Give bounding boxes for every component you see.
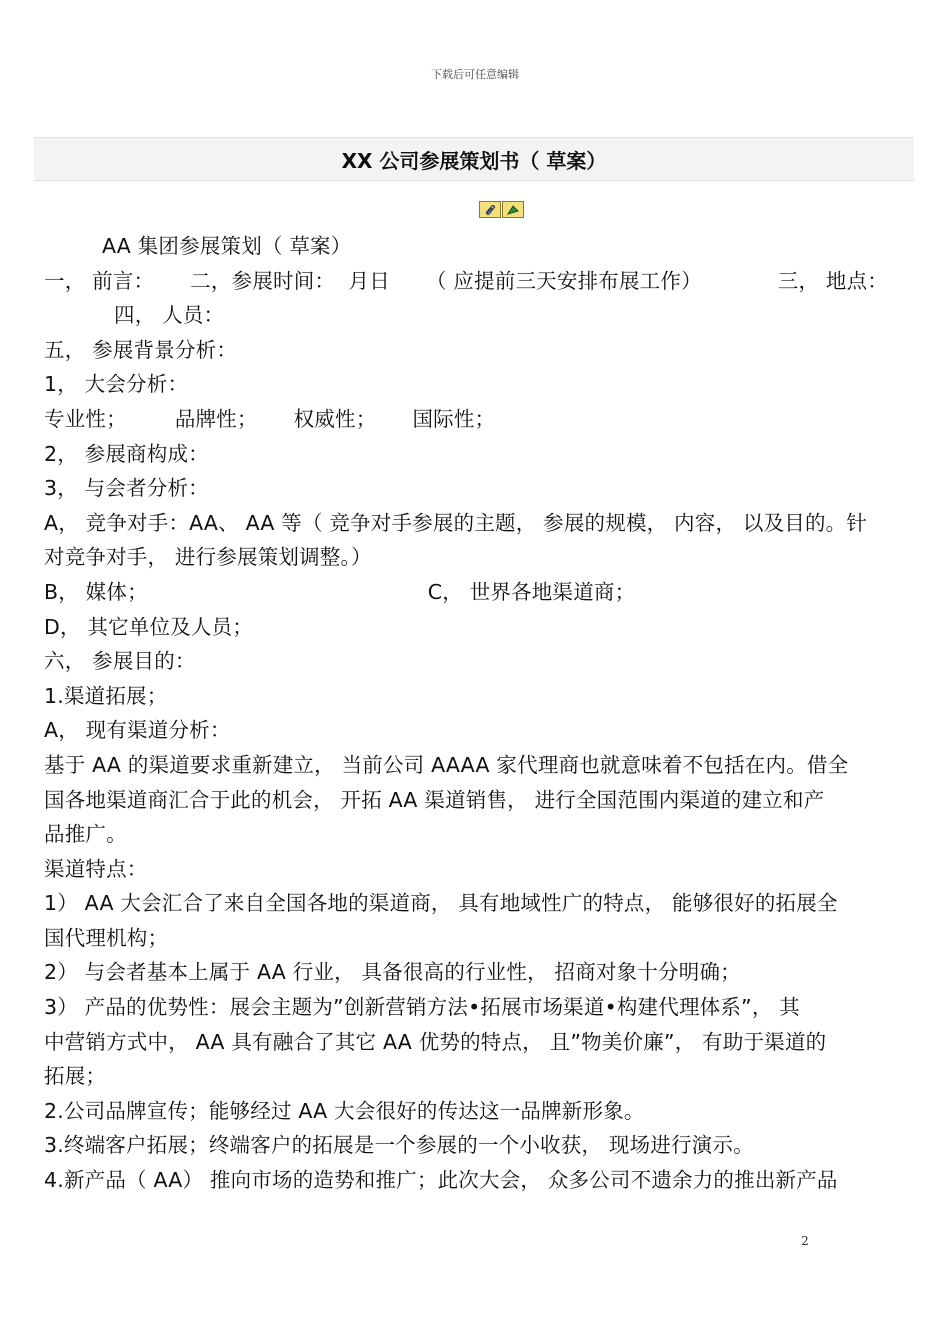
text-location: 三， 地点： [777,268,888,293]
paragraph-line: 品推广。 [44,822,127,847]
attr-authority: 权威性； [293,406,377,431]
link-icon[interactable] [502,201,524,218]
paragraph-line: 国代理机构； [44,925,169,950]
line-conference-analysis: 1， 大会分析： [44,372,189,397]
line-new-product: 4.新产品（ AA） 推向市场的造势和推广；此次大会， 众多公司不遗余力的推出新产品 [44,1168,838,1193]
text-preface: 一， 前言： [44,268,155,293]
line-purpose: 六， 参展目的： [44,649,196,674]
document-body [44,229,906,1198]
text-time: 二，参展时间： 月日 [190,268,390,293]
line-channel-analysis: A， 现有渠道分析： [44,718,231,743]
clip-icon[interactable] [479,201,501,218]
text-channels: C， 世界各地渠道商； [427,579,636,604]
line-channel-features: 渠道特点： [44,856,148,881]
header-note: 下载后可任意编辑 [431,68,519,81]
paragraph-line: 国各地渠道商汇合于此的机会， 开拓 AA 渠道销售， 进行全国范围内渠道的建立和产 [44,787,825,812]
line-staff: 四， 人员： [114,303,225,328]
line-attendees: 3， 与会者分析： [44,476,209,501]
paragraph-line: 中营销方式中， AA 具有融合了其它 AA 优势的特点， 且”物美价廉”， 有助于渠道的 [44,1029,827,1054]
line-preface [44,264,906,299]
paragraph-line: 拓展； [44,1064,107,1089]
line-competitors: A， 竞争对手：AA、 AA 等（ 竞争对手参展的主题， 参展的规模， 内容， 以及目的。针 [44,510,868,535]
line-brand-promotion: 2.公司品牌宣传；能够经过 AA 大会很好的传达这一品牌新形象。 [44,1098,645,1123]
line-background: 五， 参展背景分析： [44,337,238,362]
text-media: B， 媒体； [44,579,148,604]
line-exhibitors: 2， 参展商构成： [44,441,209,466]
line-competitors-cont: 对竞争对手， 进行参展策划调整。） [44,545,372,570]
attr-brand: 品牌性； [174,406,258,431]
line-end-customers: 3.终端客户拓展；终端客户的拓展是一个参展的一个小收获， 现场进行演示。 [44,1133,754,1158]
paragraph-line: 3） 产品的优势性：展会主题为”创新营销方法•拓展市场渠道•构建代理体系”， 其 [44,995,800,1020]
attr-international: 国际性； [412,406,496,431]
paragraph-line: 2） 与会者基本上属于 AA 行业， 具备很高的行业性， 招商对象十分明确； [44,960,741,985]
paragraph-line: 基于 AA 的渠道要求重新建立， 当前公司 AAAA 家代理商也就意味着不包括在内。借全 [44,752,849,777]
line-channel-expansion: 1.渠道拓展； [44,683,168,708]
text-setup: （ 应提前三天安排布展工作） [425,268,702,293]
line-media [44,575,906,610]
line-attributes [44,402,906,437]
paragraph-line: 1） AA 大会汇合了来自全国各地的渠道商， 具有地域性广的特点， 能够很好的拓展全 [44,891,838,916]
title-bar [34,137,914,181]
attr-professional: 专业性； [44,406,127,431]
page-number: 2 [801,1234,809,1248]
document-title: XX 公司参展策划书（ 草案） [341,148,607,173]
attachment-icons [479,201,524,218]
line-others: D， 其它单位及人员； [44,614,254,639]
subtitle-line: AA 集团参展策划（ 草案） [102,234,352,258]
